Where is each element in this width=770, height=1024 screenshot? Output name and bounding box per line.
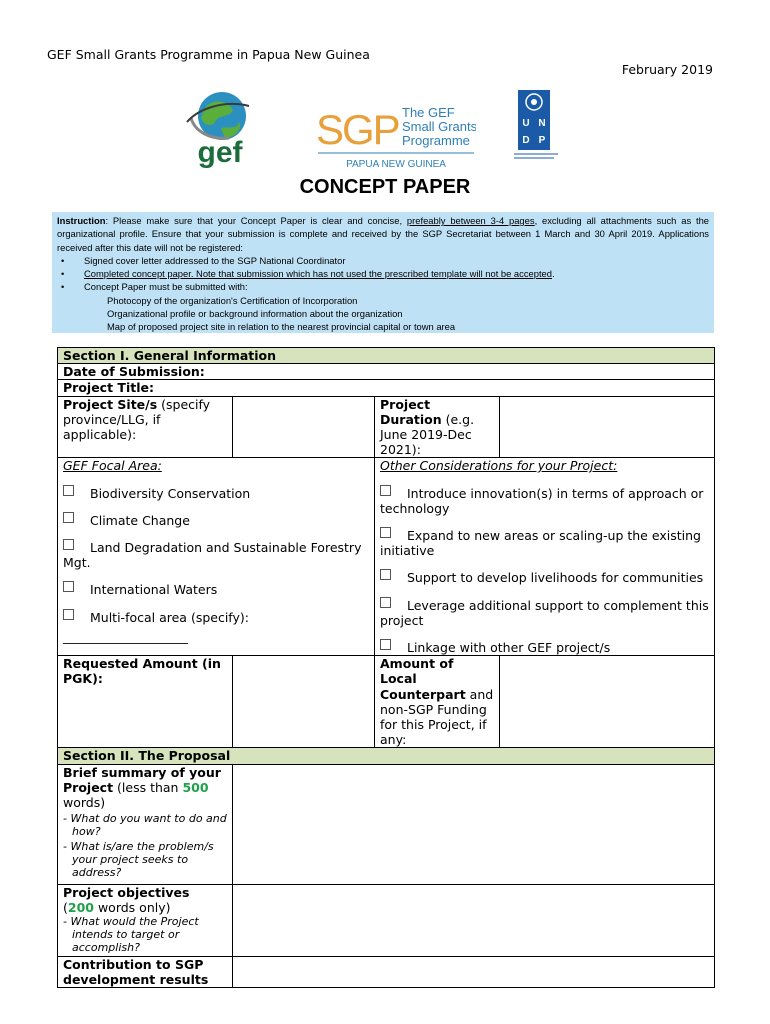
checkbox-icon[interactable] (380, 597, 391, 608)
focal-option-international-waters[interactable] (63, 581, 369, 597)
project-title-field[interactable]: Project Title: (58, 380, 715, 396)
gef-logo (185, 88, 255, 168)
undp-letter-p: P (538, 135, 546, 146)
focal-option-label: Climate Change (90, 512, 190, 528)
objectives-label-cell (58, 884, 233, 956)
gef-focal-area-cell (58, 458, 375, 656)
local-counterpart-label (375, 656, 500, 748)
project-duration-label-bold: Project Duration (380, 396, 442, 427)
objectives-pre: ( (63, 899, 68, 915)
instruction-label: Instruction (57, 215, 106, 226)
sgp-letters: SGP (316, 106, 399, 153)
instruction-bullet-1: • Signed cover letter addressed to the SGP National Coordinator (57, 254, 709, 267)
focal-option-biodiversity[interactable] (63, 485, 369, 501)
objectives-guide-question: - What would the Project intends to target or accomplish? (63, 915, 199, 955)
checkbox-icon[interactable] (63, 512, 74, 523)
consideration-label: Support to develop livelihoods for communities (407, 570, 704, 586)
consideration-label: Linkage with other GEF project/s (407, 640, 611, 656)
instruction-bullet-2 (57, 267, 709, 280)
instruction-page-limit: prefeably between 3-4 pages (406, 215, 535, 226)
consideration-leverage[interactable] (380, 597, 709, 628)
summary-label-post: words) (63, 795, 106, 811)
local-counterpart-label-bold: Amount of Local Counterpart (380, 656, 466, 702)
focal-option-multi-focal[interactable] (63, 609, 369, 625)
instruction-sub-2: Organizational profile or background information about the organization (107, 308, 403, 320)
objectives-input[interactable] (233, 884, 715, 956)
summary-label-cell (58, 764, 233, 884)
date-of-submission-field[interactable]: Date of Submission: (58, 364, 715, 380)
sgp-country: PAPUA NEW GUINEA (346, 159, 446, 170)
summary-label (63, 765, 227, 811)
contribution-input[interactable] (233, 956, 715, 987)
focal-option-label: International Waters (90, 582, 218, 598)
instruction-box (52, 212, 714, 333)
requested-amount-label: Requested Amount (in PGK): (58, 656, 233, 748)
undp-letter-n: N (538, 118, 546, 129)
focal-option-label: Biodiversity Conservation (90, 485, 251, 501)
consideration-innovation[interactable] (380, 485, 709, 516)
undp-letter-u: U (522, 118, 530, 129)
sgp-line-2: Small Grants (402, 119, 476, 134)
instruction-sub-1: Photocopy of the organization's Certification of Incorporation (107, 294, 358, 306)
consideration-label: Expand to new areas or scaling-up the existing initiative (380, 528, 701, 559)
summary-label-bold: Brief summary of your Project (63, 764, 221, 795)
instruction-part-1: : Please make sure that your Concept Paper is clear and concise, (105, 215, 407, 226)
instruction-text (57, 214, 709, 254)
consideration-scaling-up[interactable] (380, 527, 709, 558)
objectives-label: Project objectives (63, 884, 190, 900)
project-site-label (58, 396, 233, 458)
gef-logo-text: gef (197, 136, 243, 168)
concept-paper-form (57, 347, 715, 988)
focal-option-label: Land Degradation and Sustainable Forestry Mgt. (63, 540, 362, 571)
project-site-input[interactable] (233, 396, 375, 458)
checkbox-icon[interactable] (63, 609, 74, 620)
instruction-part-2: , excluding all attachments such as the organizational profile. Ensure that your submission is complete and received by the SGP Secretariat between 1 March and 30 April 2019. Applications received after this date will not be registered: (57, 215, 710, 253)
sgp-line-1: The GEF (402, 105, 455, 120)
document-title: CONCEPT PAPER (299, 176, 471, 198)
organization-header: GEF Small Grants Programme in Papua New Guinea (47, 47, 370, 62)
checkbox-icon[interactable] (63, 539, 74, 550)
project-duration-label (375, 396, 500, 458)
checkbox-icon[interactable] (63, 581, 74, 592)
instruction-bullet-2-end: . (551, 268, 555, 280)
summary-input[interactable] (233, 764, 715, 884)
sgp-line-3: Programme (402, 133, 470, 148)
focal-option-label: Multi-focal area (specify): (90, 609, 249, 625)
consideration-label: Leverage additional support to complement this project (380, 597, 709, 628)
section-2-header: Section II. The Proposal (58, 748, 715, 764)
sgp-logo (316, 104, 476, 172)
checkbox-icon[interactable] (380, 527, 391, 538)
focal-option-land-degradation[interactable] (63, 539, 369, 570)
instruction-sub-3: Map of proposed project site in relation to the nearest provincial capital or town area (107, 321, 456, 333)
project-duration-input[interactable] (500, 396, 715, 458)
document-date: February 2019 (621, 62, 713, 77)
checkbox-icon[interactable] (380, 569, 391, 580)
summary-guide-question-1: - What do you want to do and how? (63, 812, 227, 839)
consideration-label: Introduce innovation(s) in terms of approach or technology (380, 485, 704, 516)
multi-focal-specify-line[interactable]: ____________________ (63, 628, 188, 644)
project-site-label-rest: (specify province/LLG, if applicable): (63, 396, 211, 443)
summary-label-pre: (less than (113, 779, 183, 795)
project-site-label-bold: Project Site/s (63, 396, 158, 412)
local-counterpart-label-rest: and non-SGP Funding for this Project, if any: (380, 686, 494, 748)
undp-letter-d: D (522, 135, 530, 146)
checkbox-icon[interactable] (63, 485, 74, 496)
checkbox-icon[interactable] (380, 485, 391, 496)
objectives-word-limit-line (63, 900, 227, 915)
summary-word-limit: 500 (182, 779, 209, 795)
objectives-post: words only) (93, 899, 171, 915)
other-considerations-cell (375, 458, 715, 656)
instruction-bullet-2-text: Completed concept paper. Note that submission which has not used the prescribed template will not be accepted (84, 268, 552, 280)
section-1-header: Section I. General Information (58, 348, 715, 364)
project-duration-label-rest: (e.g. June 2019-Dec 2021): (380, 411, 475, 458)
objectives-word-limit: 200 (67, 899, 94, 915)
consideration-linkage[interactable] (380, 639, 709, 655)
summary-guide-question-2: - What is/are the problem/s your project seeks to address? (63, 840, 214, 880)
contribution-label: Contribution to SGP development results (58, 956, 233, 987)
gef-focal-area-label: GEF Focal Area: (63, 458, 162, 474)
instruction-bullet-3: • Concept Paper must be submitted with: (57, 280, 709, 293)
other-considerations-label: Other Considerations for your Project: (380, 458, 618, 474)
checkbox-icon[interactable] (380, 639, 391, 650)
undp-logo (514, 90, 562, 162)
requested-amount-input[interactable] (233, 656, 375, 748)
local-counterpart-input[interactable] (500, 656, 715, 748)
consideration-livelihoods[interactable] (380, 569, 709, 585)
focal-option-climate[interactable] (63, 512, 369, 528)
